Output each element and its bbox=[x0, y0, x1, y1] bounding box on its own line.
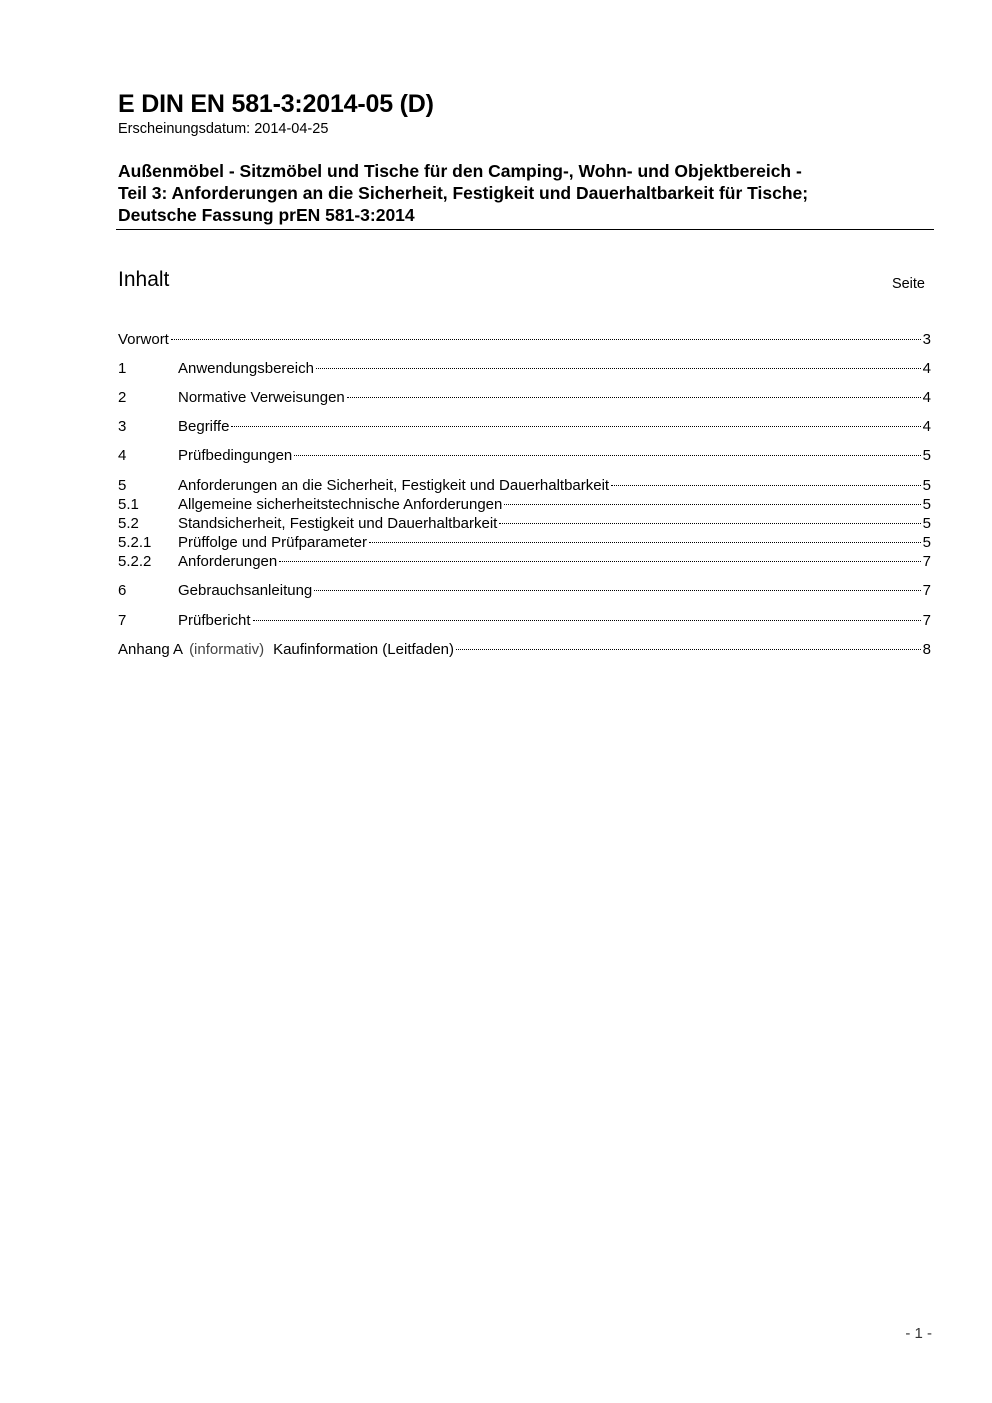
toc-entry-page: 3 bbox=[922, 331, 931, 348]
toc-entry-annex-note: (informativ) bbox=[189, 641, 265, 658]
toc-entry-page: 4 bbox=[922, 418, 931, 435]
toc-entry-page: 5 bbox=[922, 496, 931, 513]
toc-entry-title: Anwendungsbereich bbox=[178, 360, 314, 377]
title-divider bbox=[116, 229, 934, 230]
toc-entry-title: Allgemeine sicherheitstechnische Anforderungen bbox=[178, 496, 503, 513]
toc-entry-page: 7 bbox=[922, 553, 931, 570]
toc-heading: Inhalt bbox=[118, 268, 170, 291]
toc-entry-7[interactable] bbox=[118, 605, 931, 629]
toc-entry-1[interactable] bbox=[118, 353, 931, 377]
document-id: E DIN EN 581-3:2014-05 (D) bbox=[118, 90, 434, 118]
toc-entry-number: 5.2.2 bbox=[118, 553, 152, 570]
toc-entry-number: 4 bbox=[118, 447, 127, 464]
toc-leader-dots bbox=[314, 575, 920, 595]
toc-entry-title: Anforderungen an die Sicherheit, Festigkeit und Dauerhaltbarkeit bbox=[178, 477, 610, 494]
publication-date: Erscheinungsdatum: 2014-04-25 bbox=[118, 121, 329, 137]
toc-entry-number: 5.2 bbox=[118, 515, 139, 532]
toc-entry-5-2-1[interactable] bbox=[118, 527, 931, 551]
toc-entry-title: Anhang A bbox=[118, 641, 184, 658]
toc-leader-dots bbox=[316, 353, 921, 373]
toc-entry-annex-title: Kaufinformation (Leitfaden) bbox=[273, 641, 455, 658]
toc-entry-title: Prüfbedingungen bbox=[178, 447, 293, 464]
toc-leader-dots bbox=[279, 546, 920, 566]
toc-entry-5-2-2[interactable] bbox=[118, 546, 931, 570]
toc-entry-5-1[interactable] bbox=[118, 489, 931, 513]
toc-leader-dots bbox=[611, 470, 921, 490]
toc-leader-dots bbox=[347, 382, 921, 402]
toc-entry-2[interactable] bbox=[118, 382, 931, 406]
toc-entry-number: 1 bbox=[118, 360, 127, 377]
toc-entry-title: Prüffolge und Prüfparameter bbox=[178, 534, 368, 551]
toc-entry-title: Vorwort bbox=[118, 331, 169, 348]
toc-leader-dots bbox=[369, 527, 921, 547]
toc-entry-6[interactable] bbox=[118, 575, 931, 599]
toc-entry-4[interactable] bbox=[118, 440, 931, 464]
toc-entry-5[interactable] bbox=[118, 470, 931, 494]
page-number: - 1 - bbox=[905, 1325, 932, 1342]
toc-entry-5-2[interactable] bbox=[118, 508, 931, 532]
toc-entry-page: 8 bbox=[922, 641, 931, 658]
toc-entry-number: 6 bbox=[118, 582, 127, 599]
toc-entry-page: 5 bbox=[922, 477, 931, 494]
toc-entry-title: Prüfbericht bbox=[178, 612, 251, 629]
toc-leader-dots bbox=[499, 508, 920, 528]
toc-leader-dots bbox=[504, 489, 920, 509]
toc-leader-dots bbox=[253, 605, 921, 625]
toc-leader-dots bbox=[456, 634, 921, 654]
toc-entry-page: 7 bbox=[922, 612, 931, 629]
toc-entry-number: 5.2.1 bbox=[118, 534, 152, 551]
title-line: Teil 3: Anforderungen an die Sicherheit, Festigkeit und Dauerhaltbarkeit für Tische; bbox=[118, 183, 809, 203]
toc-entry-title: Anforderungen bbox=[178, 553, 278, 570]
toc-entry-title: Begriffe bbox=[178, 418, 230, 435]
toc-entry-page: 5 bbox=[922, 515, 931, 532]
toc-entry-number: 5 bbox=[118, 477, 127, 494]
toc-entry-number: 5.1 bbox=[118, 496, 139, 513]
toc-page-column-label: Seite bbox=[891, 276, 925, 292]
toc-entry-number: 2 bbox=[118, 389, 127, 406]
title-line: Deutsche Fassung prEN 581-3:2014 bbox=[118, 205, 415, 225]
title-line: Außenmöbel - Sitzmöbel und Tische für den Camping-, Wohn- und Objektbereich - bbox=[118, 161, 802, 181]
toc-leader-dots bbox=[294, 440, 920, 460]
toc-entry-page: 7 bbox=[922, 582, 931, 599]
toc-entry-page: 4 bbox=[922, 360, 931, 377]
toc-entry-title: Gebrauchsanleitung bbox=[178, 582, 313, 599]
toc-leader-dots bbox=[171, 324, 921, 344]
toc-entry-annex-a[interactable] bbox=[118, 634, 931, 658]
document-title bbox=[118, 160, 933, 226]
toc-entry-page: 4 bbox=[922, 389, 931, 406]
toc-entry-page: 5 bbox=[922, 534, 931, 551]
toc-entry-number: 3 bbox=[118, 418, 127, 435]
toc-leader-dots bbox=[231, 411, 920, 431]
toc-entry-page: 5 bbox=[922, 447, 931, 464]
toc-entry-3[interactable] bbox=[118, 411, 931, 435]
toc-entry-vorwort[interactable] bbox=[118, 324, 931, 348]
toc-entry-title: Normative Verweisungen bbox=[178, 389, 345, 406]
toc-entry-number: 7 bbox=[118, 612, 127, 629]
toc-entry-title: Standsicherheit, Festigkeit und Dauerhaltbarkeit bbox=[178, 515, 498, 532]
